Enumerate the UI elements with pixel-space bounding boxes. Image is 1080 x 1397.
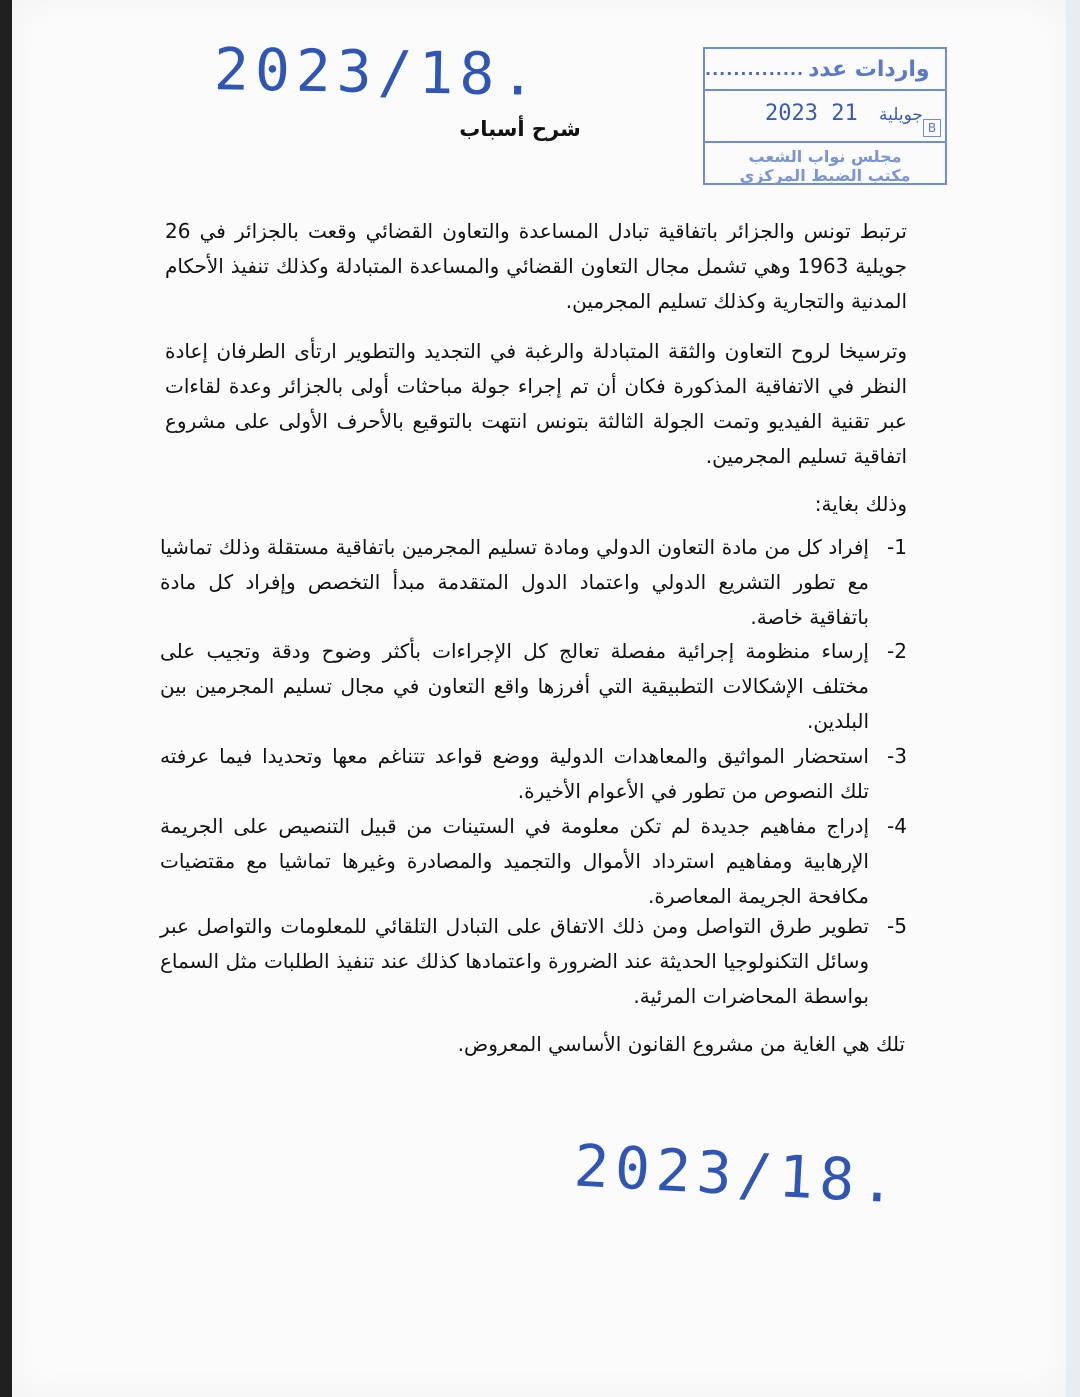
paragraph-text: وذلك بغاية: — [814, 492, 907, 516]
list-item-text: إرساء منظومة إجرائية مفصلة تعالج كل الإجراءات بأكثر وضوح ودقة وتجيب على مختلف الإشكالات التطبيقية التي أفرزها واقع التعاون في مجال تسليم المجرمين بين البلدين. — [160, 639, 869, 733]
list-item-text: إفراد كل من مادة التعاون الدولي ومادة تسليم المجرمين باتفاقية مستقلة وذلك تماشيا مع تطور التشريع الدولي واعتماد الدول المتقدمة مبدأ التخصص وإفراد كل مادة باتفاقية خاصة. — [160, 535, 869, 629]
document-heading: شرح أسباب — [459, 117, 581, 141]
list-item-number: -4 — [887, 814, 907, 838]
list-item-text: استحضار المواثيق والمعاهدات الدولية ووضع قواعد تتناغم معها وتحديدا فيما عرفته تلك النصوص من تطور في الأعوام الأخيرة. — [160, 744, 869, 803]
paragraph-intro — [165, 214, 907, 319]
list-item-number: -1 — [887, 535, 907, 559]
list-item — [160, 909, 907, 1027]
reference-number-stamp-bottom: 2023/18. — [572, 1131, 903, 1217]
receipt-stamp-dots: .............. — [705, 59, 805, 79]
scan-left-edge — [0, 0, 12, 1397]
receipt-stamp-title-row — [705, 49, 945, 91]
receipt-stamp-day: 21 — [831, 101, 858, 126]
list-item-number: -3 — [887, 744, 907, 768]
list-item — [160, 809, 907, 909]
paragraph-text: وترسيخا لروح التعاون والثقة المتبادلة والرغبة في التجديد والتطوير ارتأى الطرفان إعادة النظر في الاتفاقية المذكورة فكان أن تم إجراء جولة مباحثات أولى بالجزائر وعدة لقاءات عبر تقنية الفيديو وتمت الجولة الثالثة بتونس انتهت بالتوقيع بالأحرف الأولى على مشروع اتفاقية تسليم المجرمين. — [165, 339, 907, 468]
receipt-stamp-year: 2023 — [765, 101, 818, 126]
receipt-stamp-org — [705, 143, 945, 185]
list-item — [160, 739, 907, 809]
list-item-text: إدراج مفاهيم جديدة لم تكن معلومة في الستينات من قبيل التنصيص على الجريمة الإرهابية ومفاهيم استرداد الأموال والتجميد والمصادرة وغيرها تماشيا مع مقتضيات مكافحة الجريمة المعاصرة. — [160, 814, 869, 908]
list-item — [160, 530, 907, 634]
list-item-number: -2 — [887, 639, 907, 663]
paragraph-context — [165, 334, 907, 474]
objectives-list — [160, 530, 907, 1027]
closing-sentence: تلك هي الغاية من مشروع القانون الأساسي المعروض. — [457, 1032, 905, 1056]
paragraph-text: ترتبط تونس والجزائر باتفاقية تبادل المساعدة والتعاون القضائي وقعت بالجزائر في 26 جويلية 1963 وهي تشمل مجال التعاون القضائي والمساعدة المتبادلة وكذلك تنفيذ الأحكام المدنية والتجارية وكذلك تسليم المجرمين. — [165, 219, 907, 313]
list-item — [160, 634, 907, 739]
receipt-stamp-org-line1: مجلس نواب الشعب — [748, 147, 902, 166]
receipt-stamp-title: واردات عدد — [808, 56, 930, 82]
receipt-stamp-date-row — [705, 91, 945, 143]
receipt-stamp — [703, 47, 947, 185]
receipt-stamp-date — [765, 101, 931, 126]
receipt-stamp-org-line2: مكتب الضبط المركزي — [739, 166, 911, 185]
reference-number-stamp-top: 2023/18. — [213, 35, 542, 109]
receipt-stamp-badge: B — [923, 119, 941, 137]
list-item-number: -5 — [887, 914, 907, 938]
list-item-text: تطوير طرق التواصل ومن ذلك الاتفاق على التبادل التلقائي للمعلومات والتواصل عبر وسائل التكنولوجيا الحديثة عند الضرورة واعتمادها كذلك عند تنفيذ الطلبات مثل السماع بواسطة المحاضرات المرئية. — [160, 914, 869, 1008]
receipt-stamp-month: جويلية — [878, 105, 923, 125]
scan-right-edge — [1066, 0, 1080, 1397]
paragraph-purpose-lead — [165, 487, 907, 522]
